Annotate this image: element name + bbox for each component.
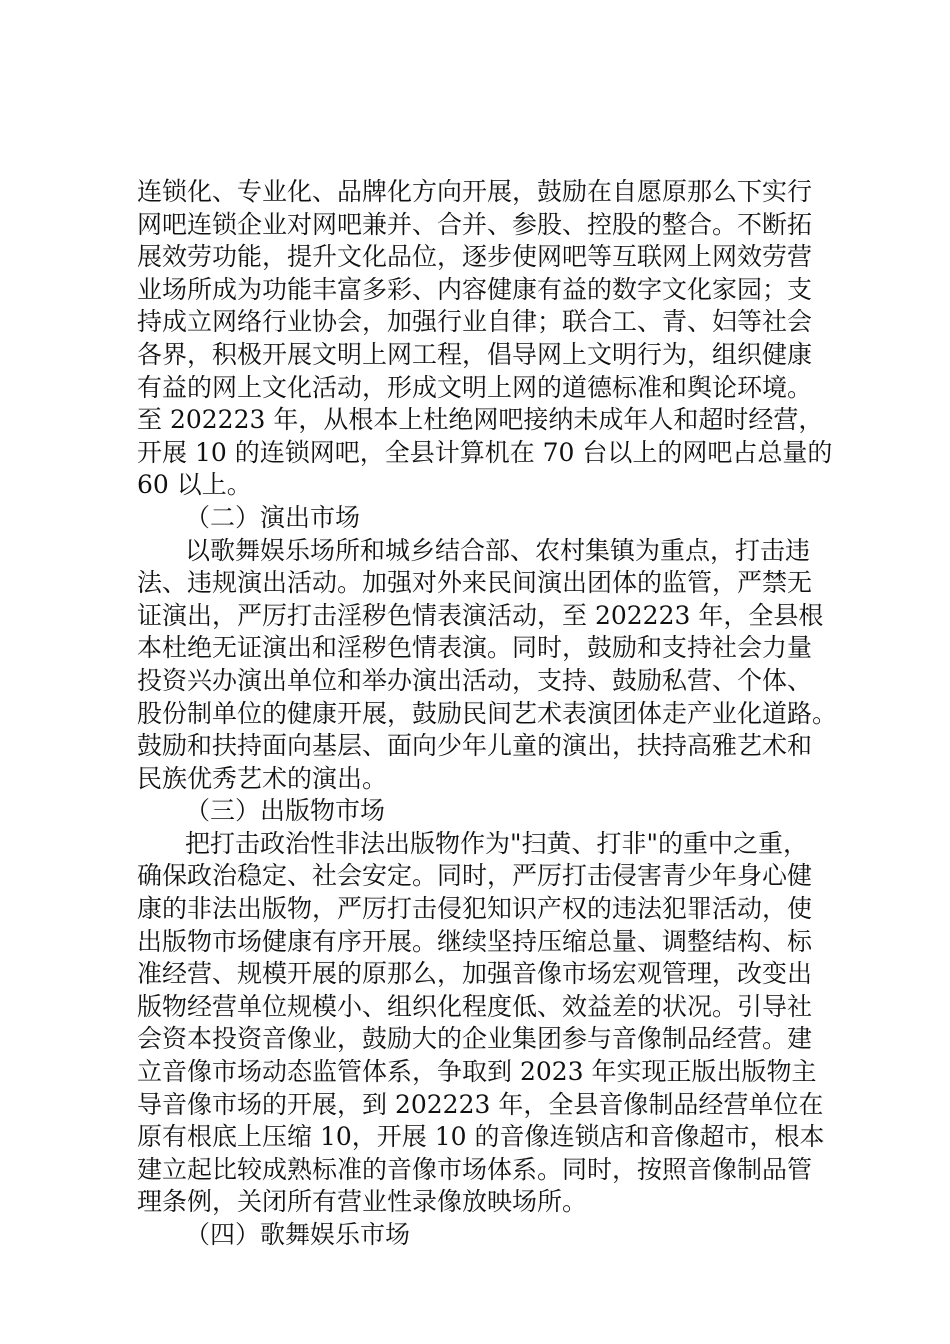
text-line: 出版物市场健康有序开展。继续坚持压缩总量、调整结构、标 bbox=[137, 926, 813, 956]
text-line: 60 以上。 bbox=[137, 470, 252, 500]
text-line: 以歌舞娱乐场所和城乡结合部、农村集镇为重点，打击违 bbox=[185, 535, 811, 565]
text-line: 各界，积极开展文明上网工程，倡导网上文明行为，组织健康 bbox=[137, 339, 813, 369]
text-line: 建立起比较成熟标准的音像市场体系。同时，按照音像制品管 bbox=[137, 1154, 813, 1184]
text-line: 开展 10 的连锁网吧，全县计算机在 70 台以上的网吧占总量的 bbox=[137, 437, 833, 467]
text-line: 康的非法出版物，严厉打击侵犯知识产权的违法犯罪活动，使 bbox=[137, 894, 813, 924]
text-line: 原有根底上压缩 10，开展 10 的音像连锁店和音像超市，根本 bbox=[137, 1122, 825, 1152]
text-line: 至 202223 年，从根本上杜绝网吧接纳未成年人和超时经营， bbox=[137, 405, 824, 435]
text-line: 确保政治稳定、社会安定。同时，严厉打击侵害青少年身心健 bbox=[137, 861, 813, 891]
text-line: 本杜绝无证演出和淫秽色情表演。同时，鼓励和支持社会力量 bbox=[137, 633, 813, 663]
text-line: 持成立网络行业协会，加强行业自律；联合工、青、妇等社会 bbox=[137, 307, 813, 337]
text-line: 民族优秀艺术的演出。 bbox=[137, 763, 388, 793]
text-line: 有益的网上文化活动，形成文明上网的道德标准和舆论环境。 bbox=[137, 372, 813, 402]
text-line: 鼓励和扶持面向基层、面向少年儿童的演出，扶持高雅艺术和 bbox=[137, 731, 813, 761]
section-heading-entertainment-market: （四）歌舞娱乐市场 bbox=[185, 1220, 411, 1249]
text-line: 股份制单位的健康开展，鼓励民间艺术表演团体走产业化道路。 bbox=[137, 698, 838, 728]
text-line: 证演出，严厉打击淫秽色情表演活动，至 202223 年，全县根 bbox=[137, 600, 824, 630]
text-line: 法、违规演出活动。加强对外来民间演出团体的监管，严禁无 bbox=[137, 568, 813, 598]
paragraph-publication-market bbox=[137, 828, 857, 1219]
text-line: 业场所成为功能丰富多彩、内容健康有益的数字文化家园；支 bbox=[137, 274, 813, 304]
document-body bbox=[137, 176, 857, 1252]
text-line: 准经营、规模开展的原那么，加强音像市场宏观管理，改变出 bbox=[137, 959, 813, 989]
text-line: 理条例，关闭所有营业性录像放映场所。 bbox=[137, 1187, 588, 1217]
text-line: 立音像市场动态监管体系，争取到 2023 年实现正版出版物主 bbox=[137, 1057, 817, 1087]
text-line: 导音像市场的开展，到 202223 年，全县音像制品经营单位在 bbox=[137, 1089, 824, 1119]
text-line: 连锁化、专业化、品牌化方向开展，鼓励在自愿原那么下实行 bbox=[137, 177, 813, 206]
text-line: 版物经营单位规模小、组织化程度低、效益差的状况。引导社 bbox=[137, 991, 813, 1021]
text-line: 展效劳功能，提升文化品位，逐步使网吧等互联网上网效劳营 bbox=[137, 242, 813, 272]
section-heading-publication-market: （三）出版物市场 bbox=[185, 796, 386, 826]
text-line: 投资兴办演出单位和举办演出活动，支持、鼓励私营、个体、 bbox=[137, 665, 813, 695]
section-heading-performance-market: （二）演出市场 bbox=[185, 502, 361, 532]
paragraph-performance-market bbox=[137, 535, 857, 796]
paragraph-internet-cafe bbox=[137, 176, 857, 502]
text-line: 把打击政治性非法出版物作为"扫黄、打非"的重中之重， bbox=[185, 828, 809, 858]
text-line: 会资本投资音像业，鼓励大的企业集团参与音像制品经营。建 bbox=[137, 1024, 813, 1054]
text-line: 网吧连锁企业对网吧兼并、合并、参股、控股的整合。不断拓 bbox=[137, 209, 813, 239]
